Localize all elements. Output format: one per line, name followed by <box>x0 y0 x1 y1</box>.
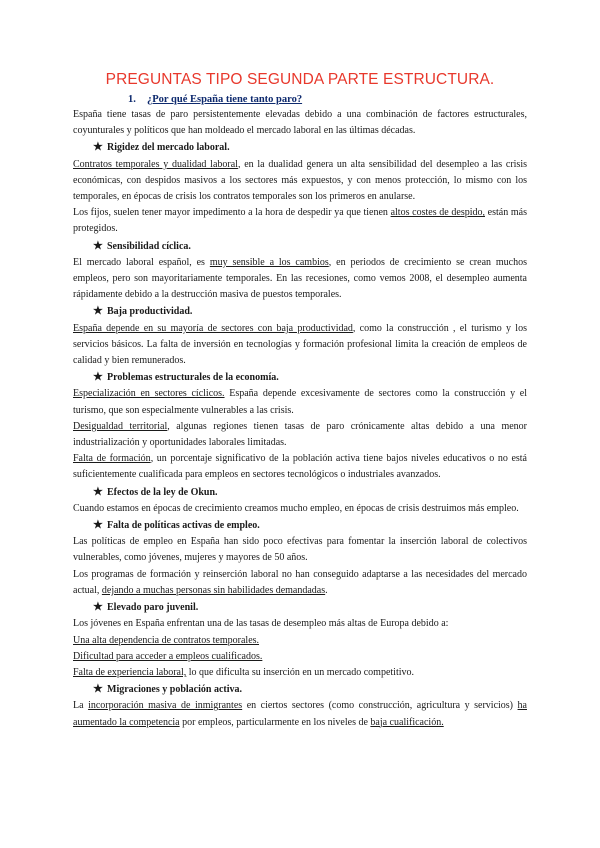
paragraph-text: en ciertos sectores (como construcción, agricultura y servicios) <box>242 700 518 712</box>
paragraph-text: , en periodos de crecimiento se crean muchos empleos, pero son mayoritariamente temporales. En las recesiones, como vemos 2008, el desempleo aumenta rápidamente debido a la destrucción masiva de puestos temporales. <box>73 256 527 301</box>
paragraph-text: La <box>73 700 89 712</box>
underlined-text: Falta de experiencia laboral, <box>73 666 187 678</box>
section-heading-estructurales <box>73 369 527 386</box>
section-heading-text: Migraciones y población activa. <box>107 684 242 696</box>
list-item <box>73 649 527 665</box>
section-heading-migraciones <box>73 681 527 698</box>
document-title: PREGUNTAS TIPO SEGUNDA PARTE ESTRUCTURA. <box>105 71 495 88</box>
section-heading-okun <box>73 484 527 501</box>
paragraph <box>73 157 527 206</box>
underlined-text: España depende en su mayoría de sectores con baja productividad <box>73 322 353 334</box>
paragraph: Cuando estamos en épocas de crecimiento creamos mucho empleo, en épocas de crisis destruimos más empleo. <box>73 502 519 514</box>
section-heading-text: Efectos de la ley de Okun. <box>107 486 218 498</box>
section-heading-rigidez <box>73 139 527 156</box>
paragraph <box>73 451 527 483</box>
paragraph <box>73 255 527 304</box>
paragraph-text: El mercado laboral español, es <box>73 256 210 268</box>
star-bullet-icon: ★ <box>93 485 103 498</box>
paragraph-text: , algunas regiones tienen tasas de paro crónicamente altas debido a una menor industrialización y oportunidades laborales limitadas. <box>73 420 528 449</box>
paragraph-text: , un porcentaje significativo de la población activa tiene bajos niveles educativos o no está suficientemente cualificada para empleos en sectores tecnológicos o industriales avanzados. <box>73 453 527 481</box>
question-number: 1. <box>128 94 136 105</box>
paragraph <box>73 321 527 370</box>
underlined-text: incorporación masiva de inmigrantes <box>88 700 243 712</box>
paragraph-text: . <box>325 584 328 596</box>
paragraph: Las políticas de empleo en España han sido poco efectivas para fomentar la inserción laboral de colectivos vulnerables, como jóvenes, mujeres y mayores de 50 años. <box>73 536 527 564</box>
underlined-text: Contratos temporales y dualidad laboral <box>73 158 238 170</box>
star-bullet-icon: ★ <box>93 305 103 318</box>
paragraph-text: , como la construcción , el turismo y los servicios básicos. La falta de inversión en tecnologías y formación profesional limita la creación de empleos de calidad y bien remunerados. <box>73 322 527 367</box>
paragraph-text: lo que dificulta su inserción en un mercado competitivo. <box>186 666 414 678</box>
underlined-text: altos costes de despido, <box>390 207 485 219</box>
section-heading-text: Sensibilidad cíclica. <box>107 240 191 252</box>
underlined-text: Falta de formación <box>73 453 151 465</box>
underlined-text: Especialización en sectores cíclicos. <box>73 388 225 400</box>
star-bullet-icon: ★ <box>93 141 103 154</box>
underlined-text: dejando a muchas personas sin habilidades demandadas <box>101 584 326 596</box>
question-text: ¿Por qué España tiene tanto paro? <box>147 94 303 105</box>
paragraph-text: , en la dualidad genera un alta sensibilidad del desempleo a las crisis económicas, con despidos masivos a los sectores más expuestos, y con menos protección, lo mismo con los temporales, en épocas de crisis los contratos temporales son los primeros en anularse. <box>73 158 527 203</box>
paragraph: Los jóvenes en España enfrentan una de las tasas de desempleo más altas de Europa debido a: <box>73 618 449 630</box>
star-bullet-icon: ★ <box>93 519 103 532</box>
section-heading-text: Baja productividad. <box>107 306 193 318</box>
paragraph-text: Los fijos, suelen tener mayor impedimento a la hora de despedir ya que tienen <box>73 207 391 219</box>
question-heading <box>128 94 302 105</box>
star-bullet-icon: ★ <box>93 601 103 614</box>
star-bullet-icon: ★ <box>93 239 103 252</box>
paragraph-text: están más protegidos. <box>73 207 527 235</box>
star-bullet-icon: ★ <box>93 371 103 384</box>
paragraph <box>73 698 527 730</box>
underlined-text: muy sensible a los cambios <box>209 256 329 268</box>
underlined-text: Desigualdad territorial <box>73 420 168 432</box>
underlined-text: ha aumentado la competencia <box>73 700 527 728</box>
intro-paragraph: España tiene tasas de paro persistentemente elevadas debido a una combinación de factores estructurales, coyunturales y políticos que han moldeado el mercado laboral en las últimas décadas. <box>73 109 527 137</box>
list-item <box>73 633 527 649</box>
section-heading-text: Falta de políticas activas de empleo. <box>107 520 260 532</box>
paragraph-text: España depende excesivamente de sectores como la construcción y el turismo, que son especialmente vulnerables a las crisis. <box>73 388 527 416</box>
paragraph <box>73 567 527 599</box>
section-heading-text: Problemas estructurales de la economía. <box>107 372 279 384</box>
section-heading-text: Elevado paro juvenil. <box>107 602 199 614</box>
paragraph <box>73 205 527 237</box>
paragraph-text: Los programas de formación y reinserción laboral no han conseguido adaptarse a las necesidades del mercado actual, <box>73 568 527 596</box>
section-heading-politicas <box>73 517 527 534</box>
paragraph <box>73 419 527 451</box>
section-heading-juvenil <box>73 599 527 616</box>
list-item <box>73 665 527 681</box>
paragraph-text: por empleos, particularmente en los niveles de <box>179 716 371 728</box>
document-body <box>73 107 527 731</box>
underlined-text: baja cualificación. <box>370 716 444 728</box>
star-bullet-icon: ★ <box>93 683 103 696</box>
section-heading-text: Rigidez del mercado laboral. <box>107 142 230 154</box>
underlined-text: Dificultad para acceder a empleos cualificados. <box>73 650 263 662</box>
section-heading-sensibilidad <box>73 238 527 255</box>
paragraph <box>73 386 527 418</box>
section-heading-productividad <box>73 303 527 320</box>
underlined-text: Una alta dependencia de contratos temporales. <box>73 634 260 646</box>
